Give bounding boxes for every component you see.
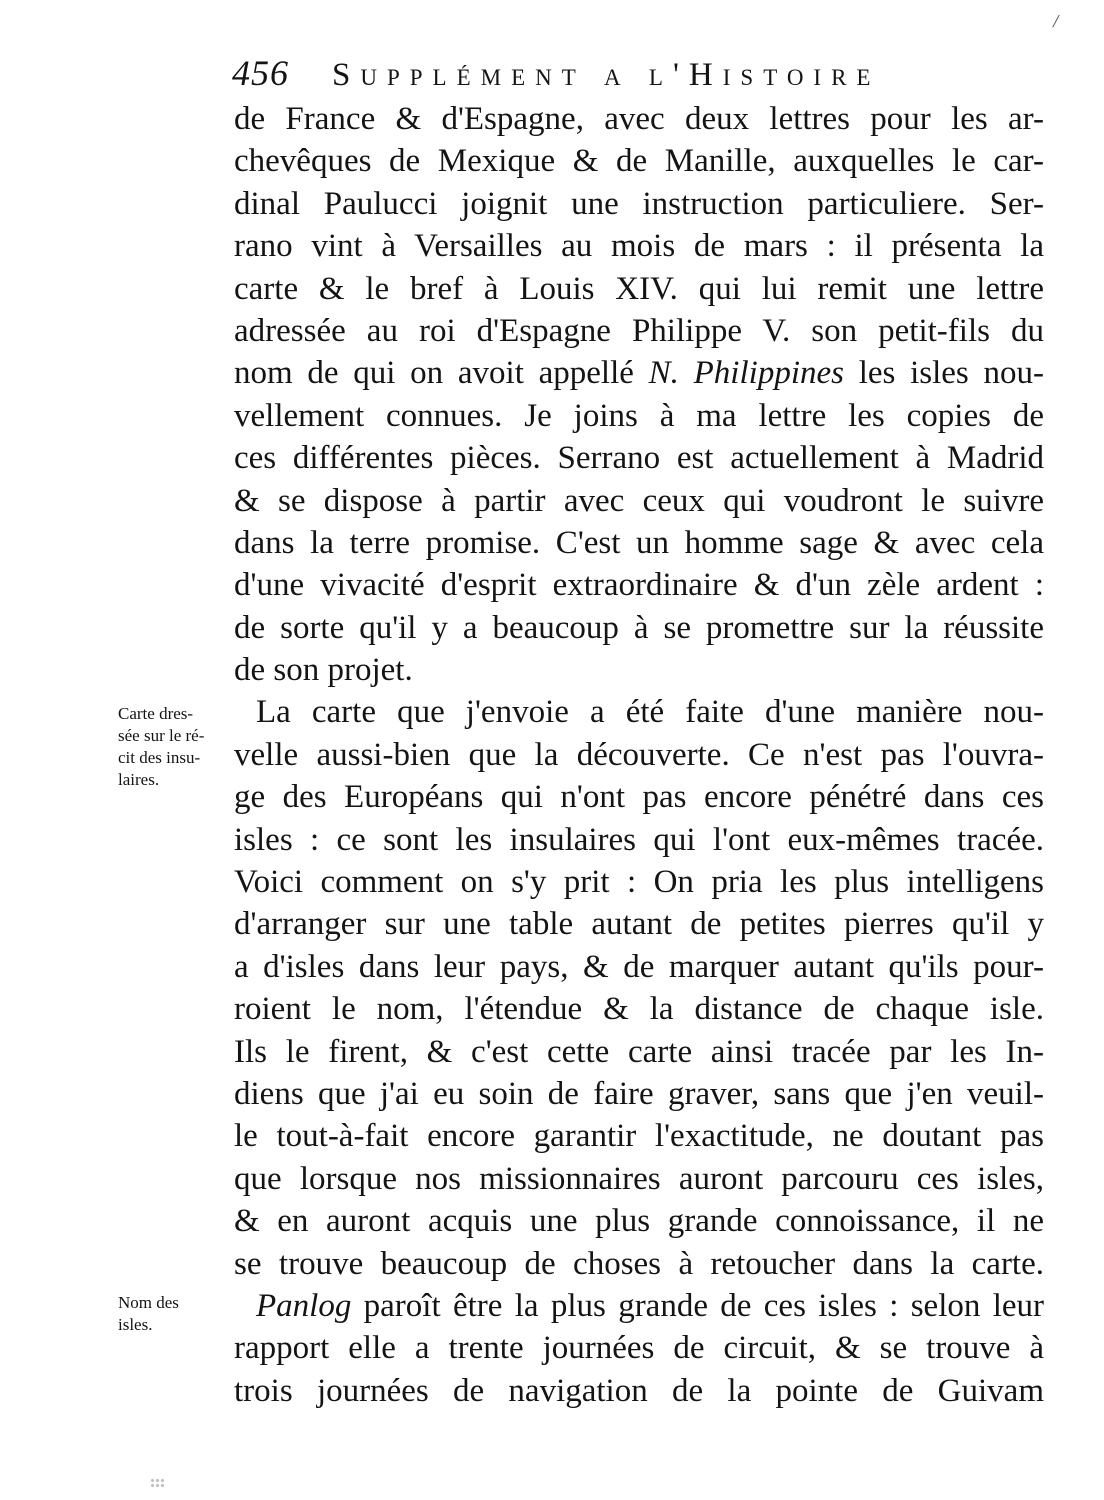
- italic-island-name: Panlog: [256, 1287, 352, 1324]
- text-run: paroît être la plus grande de ces isles : selon leur: [363, 1287, 1044, 1324]
- text-run: nom de qui on avoit appellé: [234, 355, 634, 392]
- text-line: d'arranger sur une table autant de petites pierres qu'il y: [234, 906, 1044, 943]
- text-line: roient le nom, l'étendue & la distance de chaque isle.: [234, 991, 1044, 1028]
- text-line: trois journées de navigation de la pointe de Guivam: [234, 1372, 1044, 1409]
- page-number: 456: [232, 53, 289, 93]
- text-run: les isles nou-: [858, 355, 1044, 392]
- text-line: de France & d'Espagne, avec deux lettres pour les ar-: [234, 101, 1044, 137]
- margin-note: [118, 703, 228, 791]
- text-line: ge des Européans qui n'ont pas encore pénétré dans ces: [234, 779, 1044, 816]
- text-line: diens que j'ai eu soin de faire graver, sans que j'en veuil-: [234, 1075, 1044, 1112]
- stray-ink-mark: [1052, 15, 1067, 32]
- text-line: adressée au roi d'Espagne Philippe V. son petit-fils du: [234, 312, 1044, 349]
- text-line: d'une vivacité d'esprit extraordinaire & d'un zèle ardent :: [234, 567, 1044, 604]
- text-line: le tout-à-fait encore garantir l'exactitude, ne doutant pas: [234, 1118, 1044, 1155]
- margin-note: [118, 1292, 228, 1336]
- text-line: rapport elle a trente journées de circuit, & se trouve à: [234, 1330, 1044, 1367]
- text-line: isles : ce sont les insulaires qui l'ont eux-mêmes tracée.: [234, 821, 1044, 858]
- margin-note-line: Nom des: [118, 1293, 179, 1312]
- text-line: de sorte qu'il y a beaucoup à se promettre sur la réussite: [234, 609, 1044, 646]
- margin-note-line: laires.: [118, 770, 160, 789]
- text-line: chevêques de Mexique & de Manille, auxquelles le car-: [234, 143, 1044, 180]
- text-line: se trouve beaucoup de choses à retoucher dans la carte.: [234, 1245, 1044, 1282]
- text-line: velle aussi-bien que la découverte. Ce n'est pas l'ouvra-: [234, 736, 1044, 773]
- italic-place-name: N. Philippines: [648, 355, 844, 392]
- text-line: La carte que j'envoie a été faite d'une manière nou-: [256, 694, 1044, 731]
- text-line: carte & le bref à Louis XIV. qui lui remit une lettre: [234, 270, 1044, 307]
- text-line: rano vint à Versailles au mois de mars : il présenta la: [234, 228, 1044, 265]
- text-line: que lorsque nos missionnaires auront parcouru ces isles,: [234, 1160, 1044, 1197]
- text-line: a d'isles dans leur pays, & de marquer autant qu'ils pour-: [234, 948, 1044, 985]
- text-line: Voici comment on s'y prit : On pria les plus intelligens: [234, 864, 1044, 901]
- margin-note-line: Carte dres-: [118, 704, 194, 723]
- margin-note-line: cit des insu-: [118, 748, 201, 767]
- running-title: Supplément a l'Histoire: [332, 57, 881, 93]
- text-line-with-italic: [234, 352, 1044, 394]
- text-line: de son projet.: [234, 652, 413, 689]
- text-line: ces différentes pièces. Serrano est actuellement à Madrid: [234, 440, 1044, 477]
- text-line: dinal Paulucci joignit une instruction particuliere. Ser-: [234, 185, 1044, 222]
- text-line-with-italic: [234, 1285, 1044, 1327]
- margin-note-line: isles.: [118, 1315, 153, 1334]
- text-line: vellement connues. Je joins à ma lettre les copies de: [234, 397, 1044, 434]
- body-text: [234, 98, 1044, 1412]
- text-line: dans la terre promise. C'est un homme sage & avec cela: [234, 524, 1044, 561]
- text-line: & se dispose à partir avec ceux qui voudront le suivre: [234, 482, 1044, 519]
- text-line: & en auront acquis une plus grande connoissance, il ne: [234, 1203, 1044, 1240]
- margin-note-line: sée sur le ré-: [118, 726, 205, 745]
- running-header: [232, 52, 1032, 100]
- text-line: Ils le firent, & c'est cette carte ainsi tracée par les In-: [234, 1033, 1044, 1070]
- ink-specks: [150, 1478, 164, 1488]
